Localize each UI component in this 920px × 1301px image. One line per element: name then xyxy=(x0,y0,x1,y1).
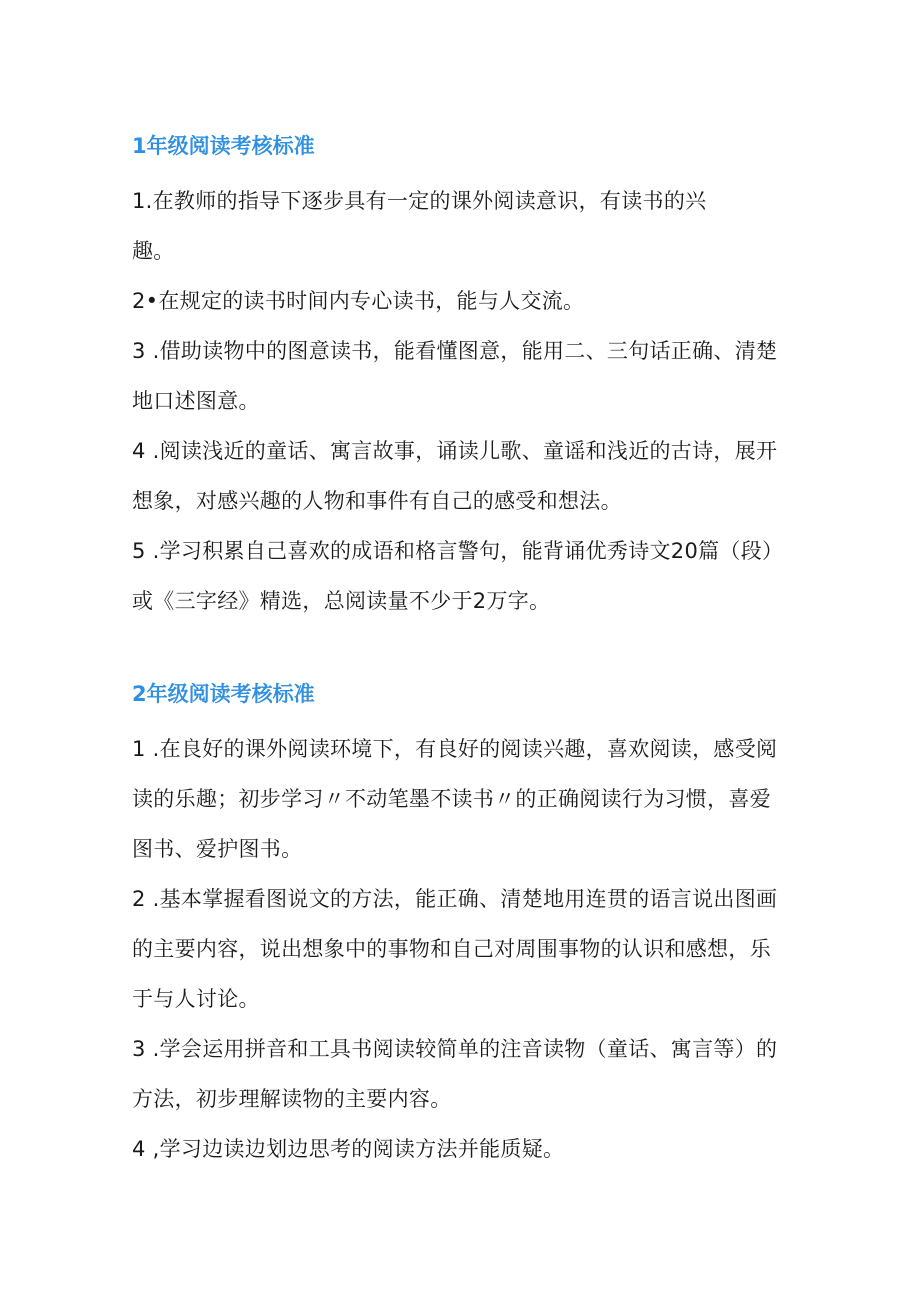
section-grade-2 xyxy=(132,676,792,1174)
list-item: 2 .基本掌握看图说文的方法，能正确、清楚地用连贯的语言说出图画的主要内容，说出想象中的事物和自己对周围事物的认识和感想，乐于与人讨论。 xyxy=(132,887,778,1011)
section-heading: 1年级阅读考核标准 xyxy=(132,134,315,158)
list-item: 3 .学会运用拼音和工具书阅读较简单的注音读物（童话、寓言等）的方法，初步理解读物的主要内容。 xyxy=(132,1037,778,1111)
list-item: 1 .在良好的课外阅读环境下，有良好的阅读兴趣，喜欢阅读，感受阅读的乐趣；初步学习〃不动笔墨不读书〃的正确阅读行为习惯，喜爱图书、爱护图书。 xyxy=(132,737,778,861)
list-item: 5 .学习积累自己喜欢的成语和格言警句，能背诵优秀诗文20篇（段）或《三字经》精选，总阅读量不少于2万字。 xyxy=(132,539,784,613)
list-item: 4 ,学习边读边划边思考的阅读方法并能质疑。 xyxy=(132,1137,565,1161)
list-item: 4 .阅读浅近的童话、寓言故事，诵读儿歌、童谣和浅近的古诗，展开想象，对感兴趣的人物和事件有自己的感受和想法。 xyxy=(132,439,778,513)
list-item: 2•在规定的读书时间内专心读书，能与人交流。 xyxy=(132,289,585,313)
list-item: 1.在教师的指导下逐步具有一定的课外阅读意识，有读书的兴趣。 xyxy=(132,189,707,263)
section-grade-1 xyxy=(132,128,792,626)
list-item: 3 .借助读物中的图意读书，能看懂图意，能用二、三句话正确、清楚地口述图意。 xyxy=(132,339,778,413)
section-heading: 2年级阅读考核标准 xyxy=(132,682,315,706)
